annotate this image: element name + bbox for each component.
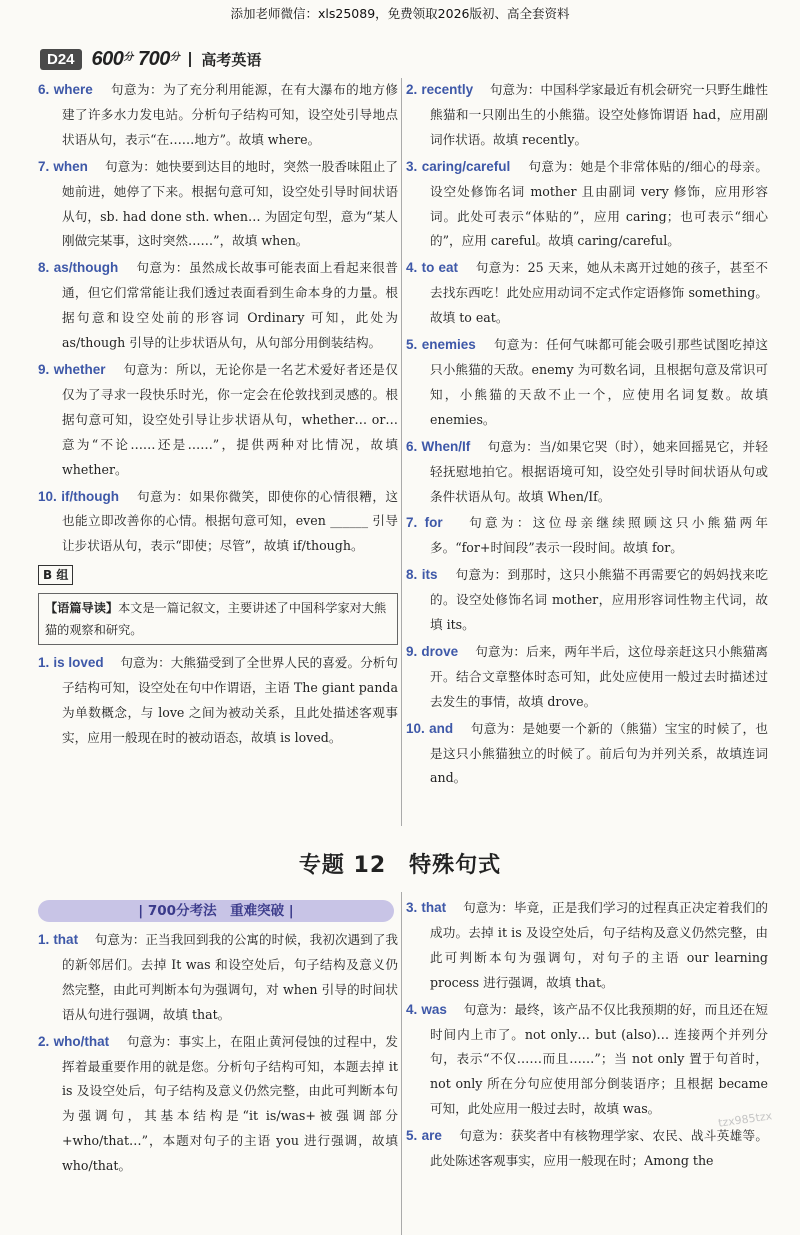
left-column — [38, 78, 398, 753]
answer-item — [406, 511, 768, 561]
answer-item — [406, 256, 768, 331]
answer-item — [406, 640, 768, 715]
item-number: 9. — [38, 361, 50, 377]
item-answer: its — [421, 567, 438, 583]
item-number: 10. — [38, 488, 57, 504]
item-explanation: 句意为：如果你微笑，即使你的心情很糟，这也能立即改善你的心情。根据句意可知，even ______ 引导让步状语从句，表示“即使；尽管”，故填 if/though。 — [62, 488, 398, 554]
answer-item — [38, 651, 398, 751]
item-explanation: 句意为：她快要到达目的地时，突然一股香味阻止了她前进，她停了下来。根据句意可知，设空处引导时间状语从句，sb. had done sth. when… 为固定句型，意为“某人刚做完某事，这时突然……”，故填 when。 — [62, 158, 398, 249]
brand-logo: $600^分$ $700^分$ — [91, 47, 180, 70]
item-number: 7. — [38, 158, 50, 174]
item-answer: where — [53, 82, 93, 97]
item-answer: for — [424, 515, 443, 531]
answer-item — [406, 896, 768, 996]
item-number: 2. — [38, 1033, 50, 1049]
item-explanation: 句意为：25 天来，她从未离开过她的孩子，甚至不去找东西吃！此处应用动词不定式作定语修饰 something。故填 to eat。 — [430, 260, 768, 326]
item-answer: caring/careful — [421, 158, 511, 174]
group-label-b: B 组 — [38, 565, 73, 585]
item-explanation: 句意为：所以，无论你是一名艺术爱好者还是仅仅为了寻求一段快乐时光，你一定会在伦敦找到灵感的。根据句意可知，设空处引导让步状语从句，whether… or… 意为“不论……还是……”，提供两种对比情况，故填 whether。 — [62, 361, 398, 477]
item-explanation: 句意为：是她要一个新的（熊猫）宝宝的时候了，也是这只小熊猫独立的时候了。前后句为并列关系，故填连词 and。 — [430, 720, 769, 786]
item-number: 3. — [406, 158, 418, 174]
item-explanation: 句意为：为了充分利用能源，在有大瀑布的地方修建了许多水力发电站。分析句子结构可知，设空处引导地点状语从句，表示“在……地方”。故填 where。 — [62, 82, 398, 147]
answer-item — [406, 155, 768, 255]
item-answer: and — [429, 720, 454, 736]
column-divider-bottom — [401, 892, 402, 1235]
section-banner: | 700分考法 重难突破 | — [38, 900, 394, 922]
column-divider — [401, 78, 402, 826]
item-explanation: 句意为：事实上，在阻止黄河侵蚀的过程中，发挥着最重要作用的就是您。分析句子结构可知，本题去掉 it is 及设空处后，句子结构及意义仍然完整，由此可判断本句为强调句，其基本结构是“it is/was+被强调部分+who/that…”，本题对句子的主语 you 进行强调，故填 who/that。 — [62, 1033, 398, 1174]
item-explanation: 句意为：最终，该产品不仅比我预期的好，而且还在短时间内上市了。not only… but (also)… 连接两个并列分句，表示“不仅……而且……”；当 not only 置于句首时，not only 所在分句应使用部分倒装语序；且根据 became 可知，此处应用一般过去时，故填 was。 — [430, 1001, 768, 1117]
item-number: 4. — [406, 1001, 418, 1017]
item-explanation: 句意为：中国科学家最近有机会研究一只野生雌性熊猫和一只刚出生的小熊猫。设空处修饰谓语 had，应用副词作状语。故填 recently。 — [430, 82, 768, 147]
item-number: 10. — [406, 720, 425, 736]
answer-item — [38, 358, 398, 483]
bottom-left-column — [38, 928, 398, 1181]
item-answer: if/though — [61, 488, 119, 504]
item-explanation: 句意为：当/如果它哭（时），她来回摇晃它，并轻轻抚慰地拍它。根据语境可知，设空处引导时间状语从句或条件状语从句。故填 When/If。 — [430, 438, 768, 504]
item-answer: recently — [421, 82, 474, 97]
item-answer: when — [53, 158, 88, 174]
section-title: 专题 12 特殊句式 — [298, 853, 502, 878]
answer-item — [406, 998, 768, 1123]
item-answer: who/that — [53, 1033, 110, 1049]
page-header — [40, 46, 261, 72]
item-number: 5. — [406, 1128, 418, 1144]
reading-guide — [38, 593, 398, 645]
guide-label: 【语篇导读】 — [45, 601, 119, 616]
answer-item — [38, 256, 398, 356]
page-badge: D24 — [40, 49, 82, 70]
item-number: 3. — [406, 900, 418, 915]
item-number: 7. — [406, 515, 418, 531]
item-explanation: 句意为：到那时，这只小熊猫不再需要它的妈妈找来吃的。设空处修饰名词 mother，应用形容词性物主代词，故填 its。 — [430, 567, 768, 633]
answer-item — [38, 1030, 398, 1179]
item-explanation: 句意为：虽然成长故事可能表面上看起来很普通，但它们常常能让我们透过表面看到生命本身的力量。根据句意和设空处前的形容词 Ordinary 可知，此处为 as/though 引导的让步状语从句，从句部分用倒装结构。 — [62, 260, 398, 351]
item-number: 5. — [406, 337, 418, 353]
header-title: 高考英语 — [201, 50, 262, 69]
header-divider — [189, 52, 191, 67]
answer-item — [406, 333, 768, 433]
item-number: 4. — [406, 260, 418, 276]
answer-item — [406, 563, 768, 638]
item-explanation: 句意为：任何气味都可能会吸引那些试图吃掉这只小熊猫的天敌。enemy 为可数名词，且根据句意及常识可知，小熊猫的天敌不止一个，应使用名词复数。故填 enemies。 — [430, 337, 768, 427]
answer-item — [38, 485, 398, 560]
item-explanation: 句意为：正当我回到我的公寓的时候，我初次遇到了我的新邻居们。去掉 It was 和设空处后，句子结构及意义仍然完整，由此可判断本句为强调句，对 when 引导的时间状语从句进行强调，故填 that。 — [62, 932, 398, 1022]
item-answer: drove — [421, 643, 459, 659]
item-answer: is loved — [53, 655, 104, 671]
item-explanation: 句意为：大熊猫受到了全世界人民的喜爱。分析句子结构可知，设空处在句中作谓语，主语 The giant panda 为单数概念，与 love 之间为被动关系，且此处描述客观事实，应用一般现在时的被动语态，故填 is loved。 — [62, 655, 398, 745]
item-answer: that — [53, 932, 79, 947]
item-answer: When/If — [421, 438, 471, 454]
item-answer: was — [421, 1001, 447, 1017]
item-explanation: 句意为：毕竟，正是我们学习的过程真正决定着我们的成功。去掉 it is 及设空处后，句子结构及意义仍然完整，由此可判断本句为强调句，对句子的主语 our learning process 进行强调，故填 that。 — [430, 900, 768, 990]
answer-item — [406, 435, 768, 510]
watermark: tzx985tzx — [717, 1109, 773, 1130]
item-answer: to eat — [421, 260, 459, 276]
bottom-right-column — [406, 896, 768, 1176]
answer-item — [406, 1124, 768, 1174]
item-answer: are — [421, 1128, 442, 1144]
item-answer: enemies — [421, 337, 476, 353]
item-answer: whether — [53, 361, 106, 377]
guide-text: 本文是一篇记叙文，主要讲述了中国科学家对大熊猫的观察和研究。 — [45, 601, 387, 638]
item-explanation: 句意为：获奖者中有核物理学家、农民、战斗英雄等。此处陈述客观事实，应用一般现在时；Among the — [430, 1128, 769, 1169]
item-explanation: 句意为：她是个非常体贴的/细心的母亲。设空处修饰名词 mother 且由副词 very 修饰，应用形容词。此处可表示“体贴的”，应用 caring；也可表示“细心的”，应用 careful。故填 caring/careful。 — [430, 158, 768, 249]
answer-item — [38, 78, 398, 153]
item-number: 6. — [38, 82, 50, 97]
item-answer: as/though — [53, 260, 119, 276]
answer-item — [38, 155, 398, 255]
answer-item — [406, 717, 768, 792]
top-note: 添加老师微信：xls25089，免费领取2026版初、高全套资料 — [230, 6, 570, 21]
item-number: 9. — [406, 643, 418, 659]
item-number: 8. — [406, 567, 418, 583]
answer-item — [406, 78, 768, 153]
item-number: 2. — [406, 82, 418, 97]
right-column — [406, 78, 768, 793]
item-number: 1. — [38, 655, 50, 671]
answer-item — [38, 928, 398, 1028]
item-explanation: 句意为：后来，两年半后，这位母亲赶这只小熊猫离开。结合文章整体时态可知，此处应使用一般过去时描述过去发生的事情，故填 drove。 — [430, 643, 768, 709]
item-answer: that — [421, 900, 447, 915]
item-number: 8. — [38, 260, 50, 276]
item-number: 1. — [38, 932, 50, 947]
item-number: 6. — [406, 438, 418, 454]
item-explanation: 句意为：这位母亲继续照顾这只小熊猫两年多。“for+时间段”表示一段时间。故填 for。 — [430, 515, 768, 556]
